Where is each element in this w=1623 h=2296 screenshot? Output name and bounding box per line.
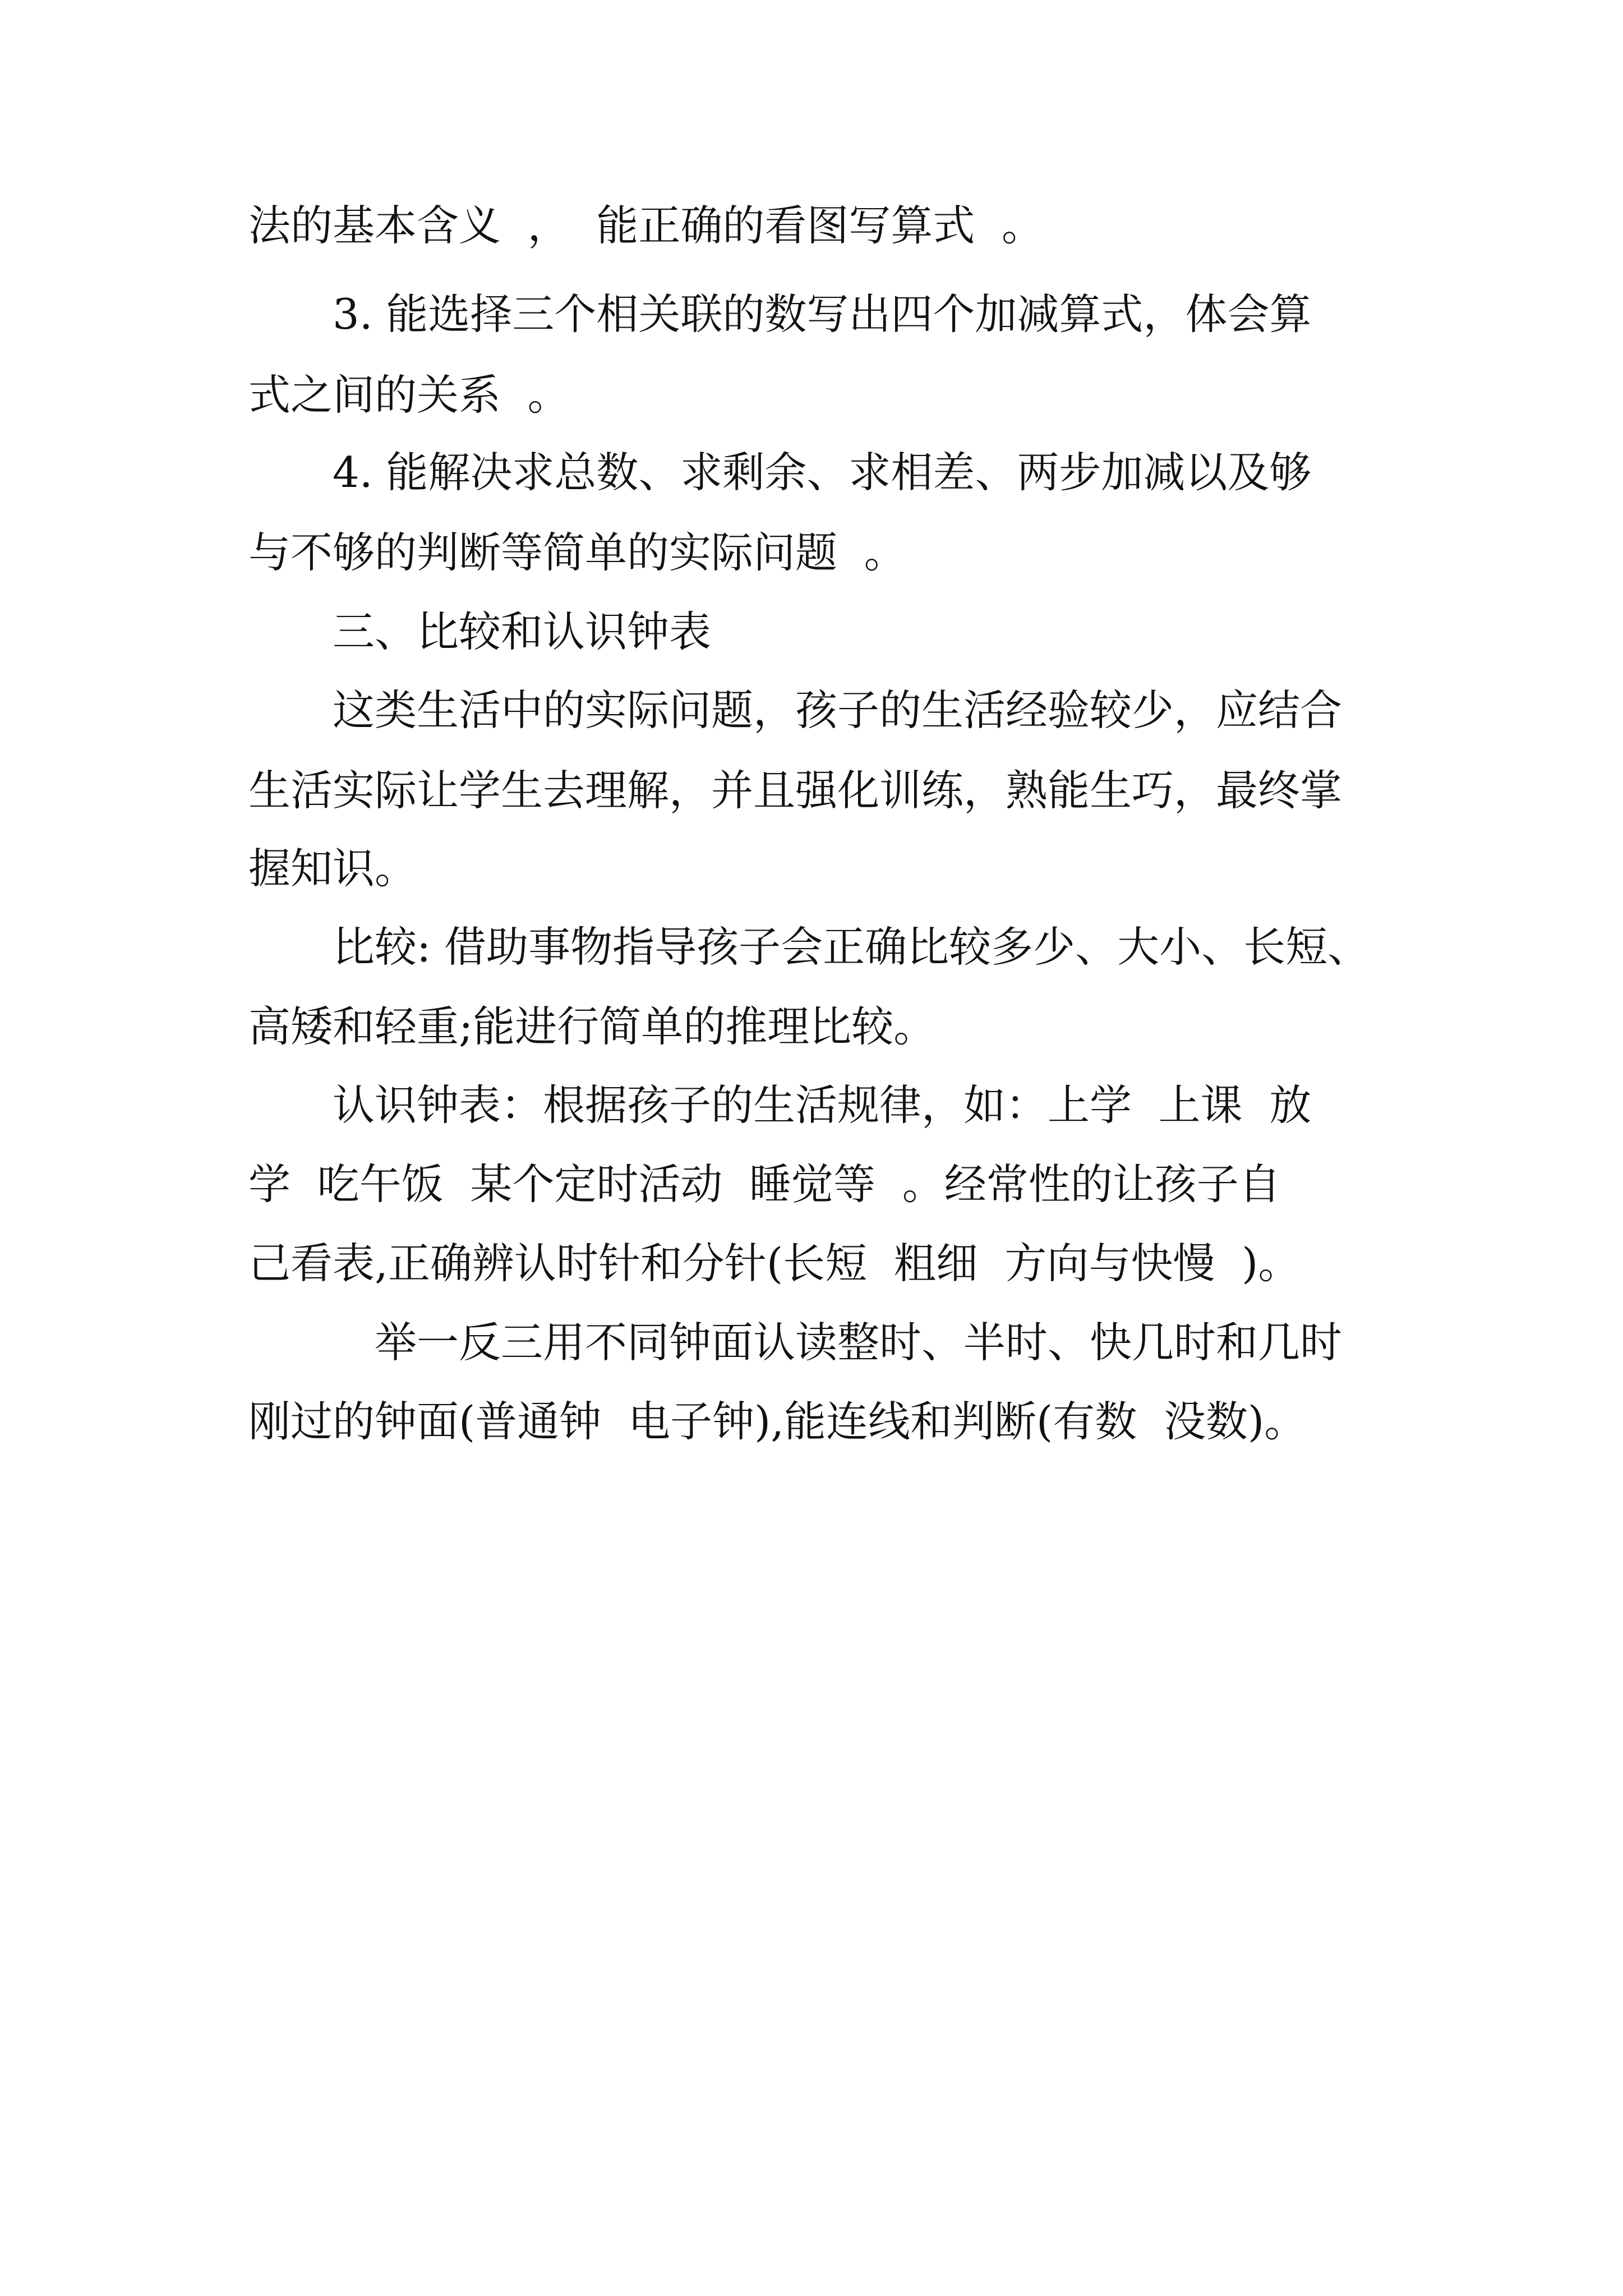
text-line-5: 与不够的判断等简单的实际问题 。 (248, 528, 906, 577)
text-line-16: 刚过的钟面(普通钟 电子钟),能连线和判断(有数 没数)。 (248, 1397, 1307, 1446)
text-line-15: 举一反三用不同钟面认读整时、半时、快几时和几时 (375, 1318, 1343, 1367)
text-line-2: 3. 能选择三个相关联的数写出四个加减算式，体会算 (333, 289, 1312, 339)
text-line-11: 高矮和轻重;能进行简单的推理比较。 (248, 1002, 936, 1051)
text-line-9: 握知识。 (248, 844, 417, 893)
text-line-14: 己看表,正确辨认时针和分针(长短 粗细 方向与快慢 )。 (248, 1239, 1301, 1288)
text-line-12: 认识钟表：根据孩子的生活规律，如：上学 上课 放 (333, 1080, 1312, 1130)
text-line-7: 这类生活中的实际问题，孩子的生活经验较少，应结合 (333, 685, 1343, 735)
text-line-1: 法的基本含义 ， 能正确的看图写算式 。 (248, 201, 1044, 250)
text-line-13: 学 吃午饭 某个定时活动 睡觉等 。经常性的让孩子自 (248, 1159, 1281, 1209)
text-line-4: 4. 能解决求总数、求剩余、求相差、两步加减以及够 (333, 448, 1312, 497)
text-line-8: 生活实际让学生去理解，并且强化训练，熟能生巧，最终掌 (248, 766, 1343, 815)
text-line-10: 比较: 借助事物指导孩子会正确比较多少、大小、长短、 (333, 922, 1370, 972)
text-line-3: 式之间的关系 。 (248, 370, 570, 420)
section-heading: 三、比较和认识钟表 (333, 607, 712, 656)
